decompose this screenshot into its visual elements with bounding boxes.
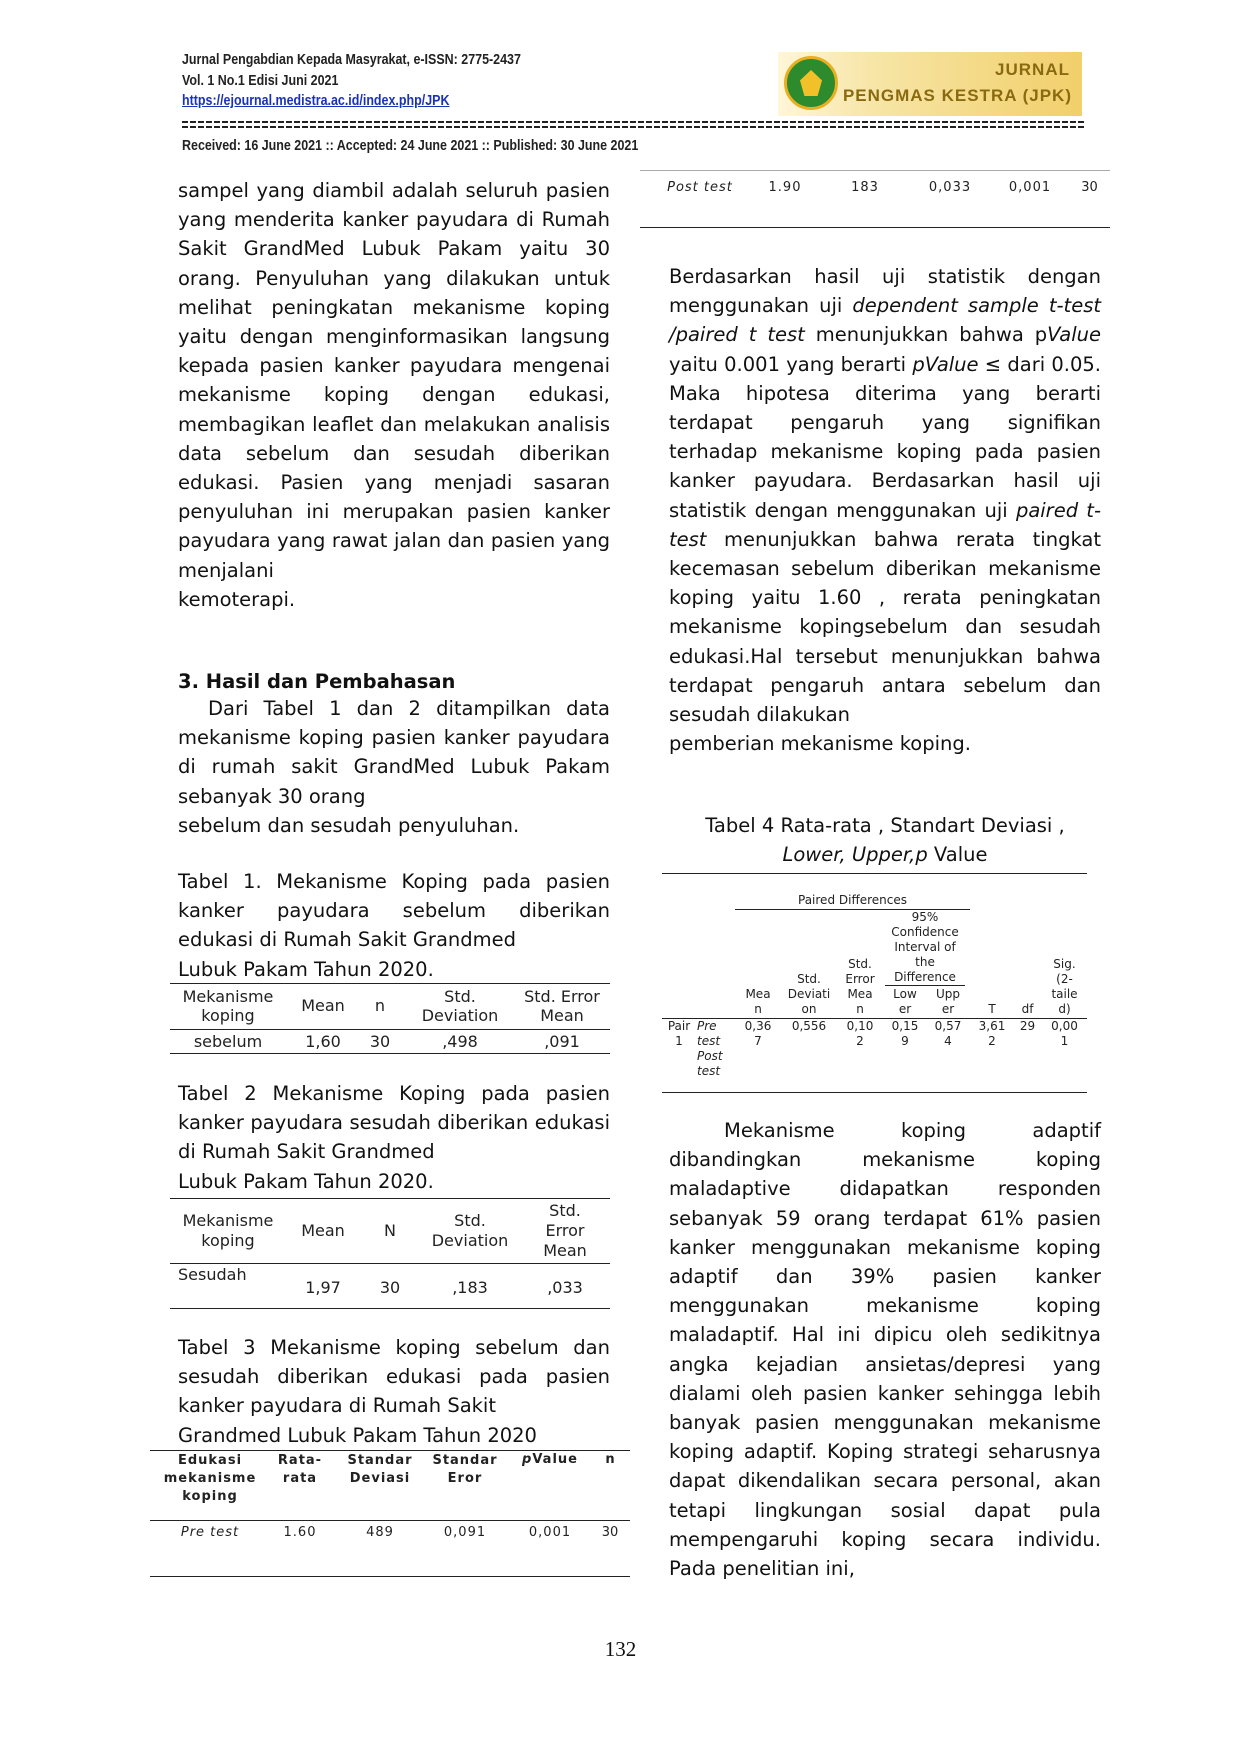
table4-caption	[669, 811, 1101, 869]
logo-text-line2: PENGMAS KESTRA (JPK)	[842, 86, 1072, 105]
table2-header-n: N	[384, 1221, 396, 1240]
table2-mid-rule	[170, 1263, 610, 1264]
table4-header-lower: Low er	[893, 987, 917, 1016]
table3-cont-top-rule	[640, 170, 1110, 171]
table4-header-upper: Upp er	[935, 987, 961, 1016]
publication-dates: Received: 16 June 2021 :: Accepted: 24 June 2021 :: Published: 30 June 2021	[182, 138, 639, 154]
coping-paragraph: Mekanisme koping adaptif dibandingkan mekanisme koping maladaptive didapatkan responden sebanyak 59 orang terdapat 61% pasien kanker menggunakan mekanisme koping adaptif dan 39% pasien kanker menggunakan mekanisme koping maladaptif. Hal ini dipicu oleh sedikitnya angka kejadian ansietas/depresi yang dialami oleh pasien kanker sehingga lebih banyak pasien menggunakan mekanisme koping adaptif. Koping strategi seharusnya dapat dikendalikan secara personal, akan tetapi lingkungan sosial dapat pula mempengaruhi koping secara individu. Pada penelitian ini,	[669, 1119, 1101, 1581]
logo-text-line1: JURNAL	[995, 60, 1070, 79]
method-paragraph-last: kemoterapi.	[178, 587, 296, 611]
journal-name: Jurnal Pengabdian Kepada Masyrakat, e-ISSN: 2775-2437	[182, 52, 521, 68]
table1-bottom-rule	[170, 1053, 610, 1054]
table3-mid-rule	[150, 1520, 630, 1521]
table1-header-mean: Mean	[301, 996, 345, 1015]
section-heading: 3. Hasil dan Pembahasan	[178, 670, 456, 693]
table3-cell: 30	[1081, 180, 1098, 195]
table4-value-lower: 0,15 9	[891, 1019, 919, 1048]
table2-row-se: ,033	[547, 1278, 583, 1297]
table2-row-sd: ,183	[452, 1278, 488, 1297]
table3-cell: 0,033	[928, 180, 972, 195]
table4-ci-rule	[885, 985, 965, 986]
statistics-paragraph: Berdasarkan hasil uji statistik dengan menggunakan uji dependent sample t-test /paired t test menunjukkan bahwa pValue yaitu 0.001 yang berarti pValue ≤ dari 0.05. Maka hipotesa diterima yang berarti terdapat pengaruh yang signifikan terhadap mekanisme koping pada pasien kanker payudara. Berdasarkan hasil uji statistik dengan menggunakan uji paired t-test menunjukkan bahwa rerata tingkat kecemasan sebelum diberikan mekanisme koping yaitu 1.60 , rerata peningkatan mekanisme kopingsebelum dan sesudah edukasi.Hal tersebut menunjukkan bahwa terdapat pengaruh antara sebelum dan sesudah dilakukan	[669, 265, 1101, 727]
table4-value-t: 3,61 2	[978, 1019, 1006, 1048]
table2-caption-text: Tabel 2 Mekanisme Koping pada pasien kanker payudara sesudah diberikan edukasi di Rumah Sakit Grandmed	[178, 1082, 610, 1164]
table3-cell: 1.90	[768, 180, 802, 195]
table4-value-sd: 0,556	[791, 1019, 827, 1033]
table1-top-rule	[170, 983, 610, 984]
table3-cell: 0,001	[1008, 180, 1052, 195]
table4-header-sig: Sig. (2- taile d)	[1051, 957, 1078, 1016]
table4-value-upper: 0,57 4	[934, 1019, 962, 1048]
results-paragraph: Dari Tabel 1 dan 2 ditampilkan data mekanisme koping pasien kanker payudara di rumah sakit GrandMed Lubuk Pakam sebanyak 30 orang	[178, 697, 610, 808]
table1-header-sd: Std. Deviation	[421, 987, 499, 1025]
table2-row-mean: 1,97	[305, 1278, 341, 1297]
header-divider	[182, 121, 1084, 129]
journal-url-link[interactable]: https://ejournal.medistra.ac.id/index.php/JPK	[182, 93, 450, 109]
table3-header-rata: Rata- rata	[277, 1453, 323, 1486]
table3-caption	[178, 1333, 610, 1450]
table2-caption-last: Lubuk Pakam Tahun 2020.	[178, 1169, 434, 1193]
table4-caption-line1: Tabel 4 Rata-rata , Standart Deviasi ,	[705, 814, 1065, 837]
table4-header-se: Std. Error Mea n	[845, 957, 875, 1016]
table3-cell: 0,001	[528, 1525, 572, 1540]
table4-top-rule	[662, 873, 1087, 874]
method-paragraph: sampel yang diambil adalah seluruh pasien yang menderita kanker payudara di Rumah Sakit GrandMed Lubuk Pakam yaitu 30 orang. Penyuluhan yang dilakukan untuk melihat peningkatan mekanisme koping yaitu dengan menginformasikan langsung kepada pasien kanker payudara mengenai mekanisme koping dengan edukasi, membagikan leaflet dan melakukan analisis data sebelum dan sesudah diberikan edukasi. Pasien yang menjadi sasaran penyuluhan ini merupakan pasien kanker payudara yang rawat jalan dan pasien yang menjalani	[178, 179, 610, 582]
table4-header-sd: Std. Deviati on	[787, 972, 831, 1016]
table1-header-n: n	[374, 996, 386, 1015]
table4-header-mean: Mea n	[745, 987, 771, 1016]
table1-caption-text: Tabel 1. Mekanisme Koping pada pasien kanker payudara sebelum diberikan edukasi di Rumah Sakit Grandmed	[178, 870, 610, 952]
table2-top-rule	[170, 1198, 610, 1199]
table4-pair-name: Pre test Post test	[697, 1019, 723, 1078]
results-intro	[178, 694, 610, 840]
table1-row-sd: ,498	[442, 1032, 478, 1051]
table4-pair-label: Pair 1	[667, 1019, 691, 1048]
results-paragraph-last: sebelum dan sesudah penyuluhan.	[178, 813, 520, 837]
table3-header-pvalue: pValue	[522, 1452, 578, 1467]
table1-row-n: 30	[369, 1032, 391, 1051]
table4-caption-line2: Lower, Upper,p Value	[782, 843, 988, 867]
table3-caption-text: Tabel 3 Mekanisme koping sebelum dan sesudah diberikan edukasi pada pasien kanker payudara di Rumah Sakit	[178, 1336, 610, 1418]
table3-cont-bottom-rule	[640, 227, 1110, 228]
table2-bottom-rule	[170, 1308, 610, 1309]
table3-cell: 1.60	[283, 1525, 317, 1540]
page-number: 132	[604, 1637, 637, 1661]
table3-caption-last: Grandmed Lubuk Pakam Tahun 2020	[178, 1423, 537, 1447]
table1-caption-last: Lubuk Pakam Tahun 2020.	[178, 957, 434, 981]
table4-header-df: df	[1021, 1002, 1034, 1016]
journal-volume: Vol. 1 No.1 Edisi Juni 2021	[182, 73, 339, 89]
coping-discussion	[669, 1116, 1101, 1583]
table2-header-sd: Std. Deviation	[431, 1211, 509, 1250]
journal-seal-icon	[784, 56, 838, 110]
statistics-paragraph-last: pemberian mekanisme koping.	[669, 732, 971, 756]
table3-cell: 183	[851, 180, 879, 195]
table3-cell: 30	[601, 1525, 619, 1540]
journal-url-line	[182, 93, 449, 109]
table3-header-n: n	[605, 1452, 615, 1467]
table2-header-mekanisme: Mekanisme koping	[182, 1211, 274, 1250]
table1-row-se: ,091	[544, 1032, 580, 1051]
table3-cell: 489	[366, 1525, 394, 1540]
table4-value-sig: 0,00 1	[1051, 1019, 1078, 1048]
left-column-intro	[178, 176, 610, 614]
table4-value-mean: 0,36 7	[744, 1019, 772, 1048]
table3-bottom-rule	[150, 1576, 630, 1577]
table2-row-label: Sesudah	[178, 1265, 247, 1284]
table4-ci-header: 95% Confidence Interval of the Difference	[891, 910, 959, 984]
table1-header-mekanisme: Mekanisme koping	[182, 987, 274, 1025]
table4-value-df: 29	[1019, 1019, 1036, 1033]
table2-header-se: Std. Error Mean	[543, 1201, 587, 1260]
table1-header-se: Std. Error Mean	[524, 987, 600, 1025]
right-column-discussion	[669, 262, 1101, 758]
table4-header-t: T	[988, 1002, 996, 1016]
table1-row-mean: 1,60	[305, 1032, 341, 1051]
table2-row-n: 30	[379, 1278, 401, 1297]
table3-cell: 0,091	[443, 1525, 487, 1540]
table3-header-eror: Standar Eror	[432, 1453, 498, 1486]
table4-bottom-rule	[662, 1092, 1087, 1093]
table3-cell: Pre test	[180, 1525, 240, 1540]
table1-mid-rule	[170, 1029, 610, 1030]
table3-header-edukasi: Edukasi mekanisme koping	[163, 1453, 257, 1504]
table3-top-rule	[150, 1450, 630, 1451]
table4-value-se: 0,10 2	[846, 1019, 874, 1048]
table2-header-mean: Mean	[301, 1221, 345, 1240]
journal-logo	[778, 52, 1082, 116]
table4-paired-differences: Paired Differences	[798, 893, 907, 907]
table1-row-label: sebelum	[193, 1032, 263, 1051]
table3-cell: Post test	[667, 180, 733, 195]
table1-caption	[178, 867, 610, 984]
table2-caption	[178, 1079, 610, 1196]
table3-header-sd: Standar Deviasi	[347, 1453, 413, 1486]
